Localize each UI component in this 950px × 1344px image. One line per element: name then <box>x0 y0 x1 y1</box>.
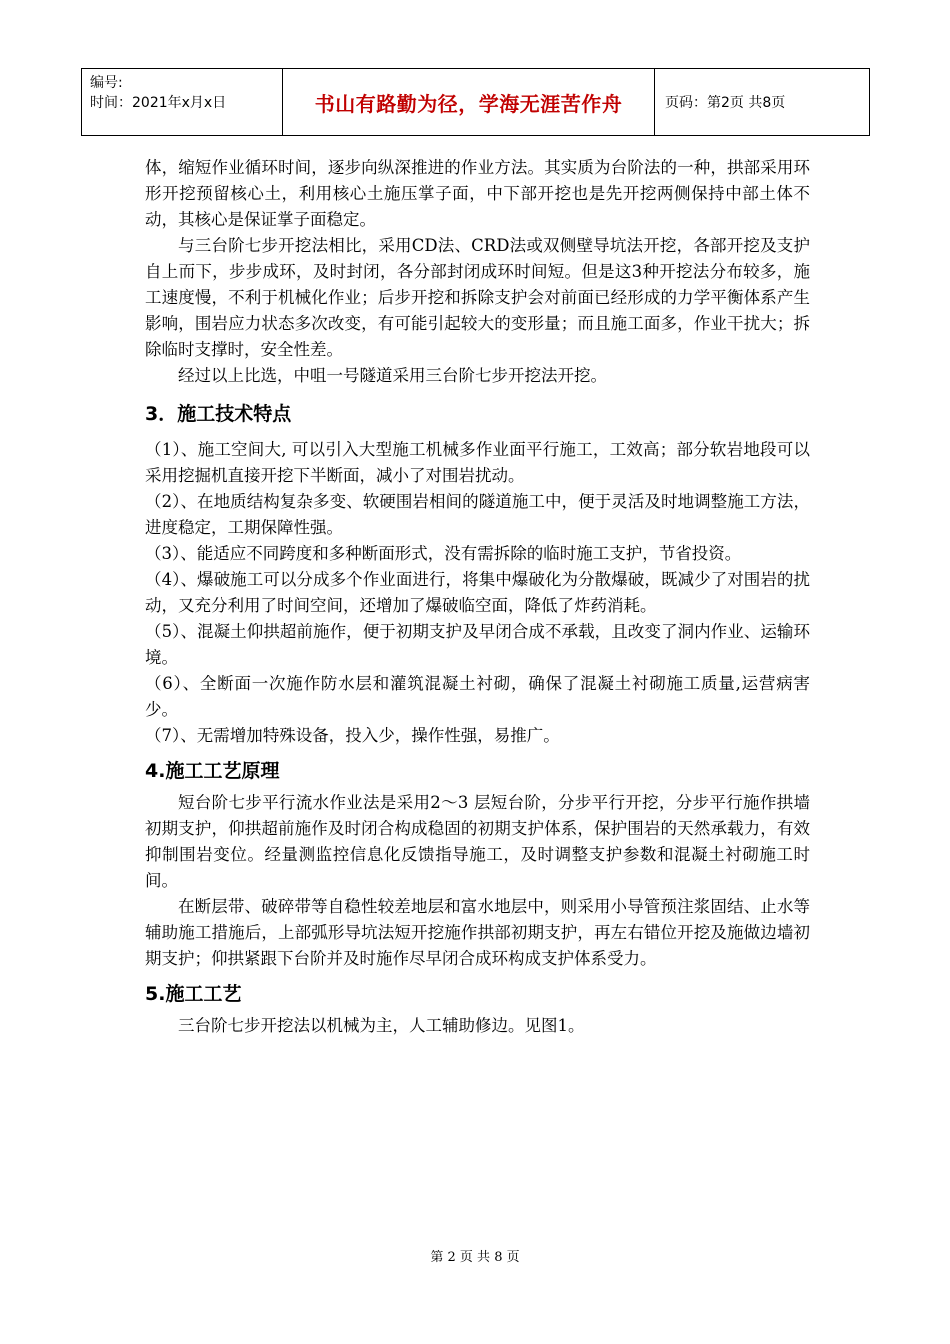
header-meta <box>82 69 283 135</box>
paragraph: 经过以上比选，中咀一号隧道采用三台阶七步开挖法开挖。 <box>178 366 607 385</box>
list-item: （6）、全断面一次施作防水层和灌筑混凝土衬砌，确保了混凝土衬砌施工质量,运营病害少。 <box>145 674 810 719</box>
section-heading: 4.施工工艺原理 <box>145 760 280 782</box>
list-item: （3）、能适应不同跨度和多种断面形式，没有需拆除的临时施工支护，节省投资。 <box>145 544 742 563</box>
section-heading: 3．施工技术特点 <box>145 403 292 425</box>
list-item: （4）、爆破施工可以分成多个作业面进行，将集中爆破化为分散爆破，既减少了对围岩的扰动，又充分利用了时间空间，还增加了爆破临空面，降低了炸药消耗。 <box>145 570 810 615</box>
section-heading: 5.施工工艺 <box>145 983 242 1005</box>
list-item: （2）、在地质结构复杂多变、软硬围岩相间的隧道施工中，便于灵活及时地调整施工方法，进度稳定，工期保障性强。 <box>145 492 810 537</box>
paragraph: 短台阶七步平行流水作业法是采用2～3 层短台阶，分步平行开挖，分步平行施作拱墙初期支护，仰拱超前施作及时闭合构成稳固的初期支护体系，保护围岩的天然承载力，有效抑制围岩变位。经量测监控信息化反馈指导施工，及时调整支护参数和混凝土衬砌施工时间。 <box>145 793 810 890</box>
page-header <box>81 68 870 136</box>
time-label: 时间：2021年x月x日 <box>90 95 227 111</box>
paragraph: 在断层带、破碎带等自稳性较差地层和富水地层中，则采用小导管预注浆固结、止水等辅助施工措施后，上部弧形导坑法短开挖施作拱部初期支护，再左右错位开挖及施做边墙初期支护；仰拱紧跟下台阶并及时施作尽早闭合成环构成支护体系受力。 <box>145 897 810 968</box>
code-label: 编号: <box>90 75 123 91</box>
document-body <box>145 155 810 1039</box>
header-motto: 书山有路勤为径，学海无涯苦作舟 <box>283 69 655 135</box>
paragraph: 三台阶七步开挖法以机械为主，人工辅助修边。见图1。 <box>178 1016 585 1035</box>
list-item: （5）、混凝土仰拱超前施作，便于初期支护及早闭合成不承载，且改变了洞内作业、运输环境。 <box>145 622 810 667</box>
list-item: （7）、无需增加特殊设备，投入少，操作性强，易推广。 <box>145 726 560 745</box>
list-item: （1）、施工空间大, 可以引入大型施工机械多作业面平行施工，工效高；部分软岩地段可以采用挖掘机直接开挖下半断面，减小了对围岩扰动。 <box>145 440 810 485</box>
header-page-info: 页码：第2页 共8页 <box>665 95 786 111</box>
paragraph: 与三台阶七步开挖法相比，采用CD法、CRD法或双侧壁导坑法开挖，各部开挖及支护自上而下，步步成环，及时封闭，各分部封闭成环时间短。但是这3种开挖法分布较多，施工速度慢，不利于机械化作业；后步开挖和拆除支护会对前面已经形成的力学平衡体系产生影响，围岩应力状态多次改变，有可能引起较大的变形量；而且施工面多，作业干扰大；拆除临时支撑时，安全性差。 <box>145 236 810 359</box>
page-footer: 第 2 页 共 8 页 <box>430 1250 520 1265</box>
paragraph: 体，缩短作业循环时间，逐步向纵深推进的作业方法。其实质为台阶法的一种，拱部采用环形开挖预留核心土，利用核心土施压掌子面，中下部开挖也是先开挖两侧保持中部土体不动，其核心是保证掌子面稳定。 <box>145 158 810 229</box>
